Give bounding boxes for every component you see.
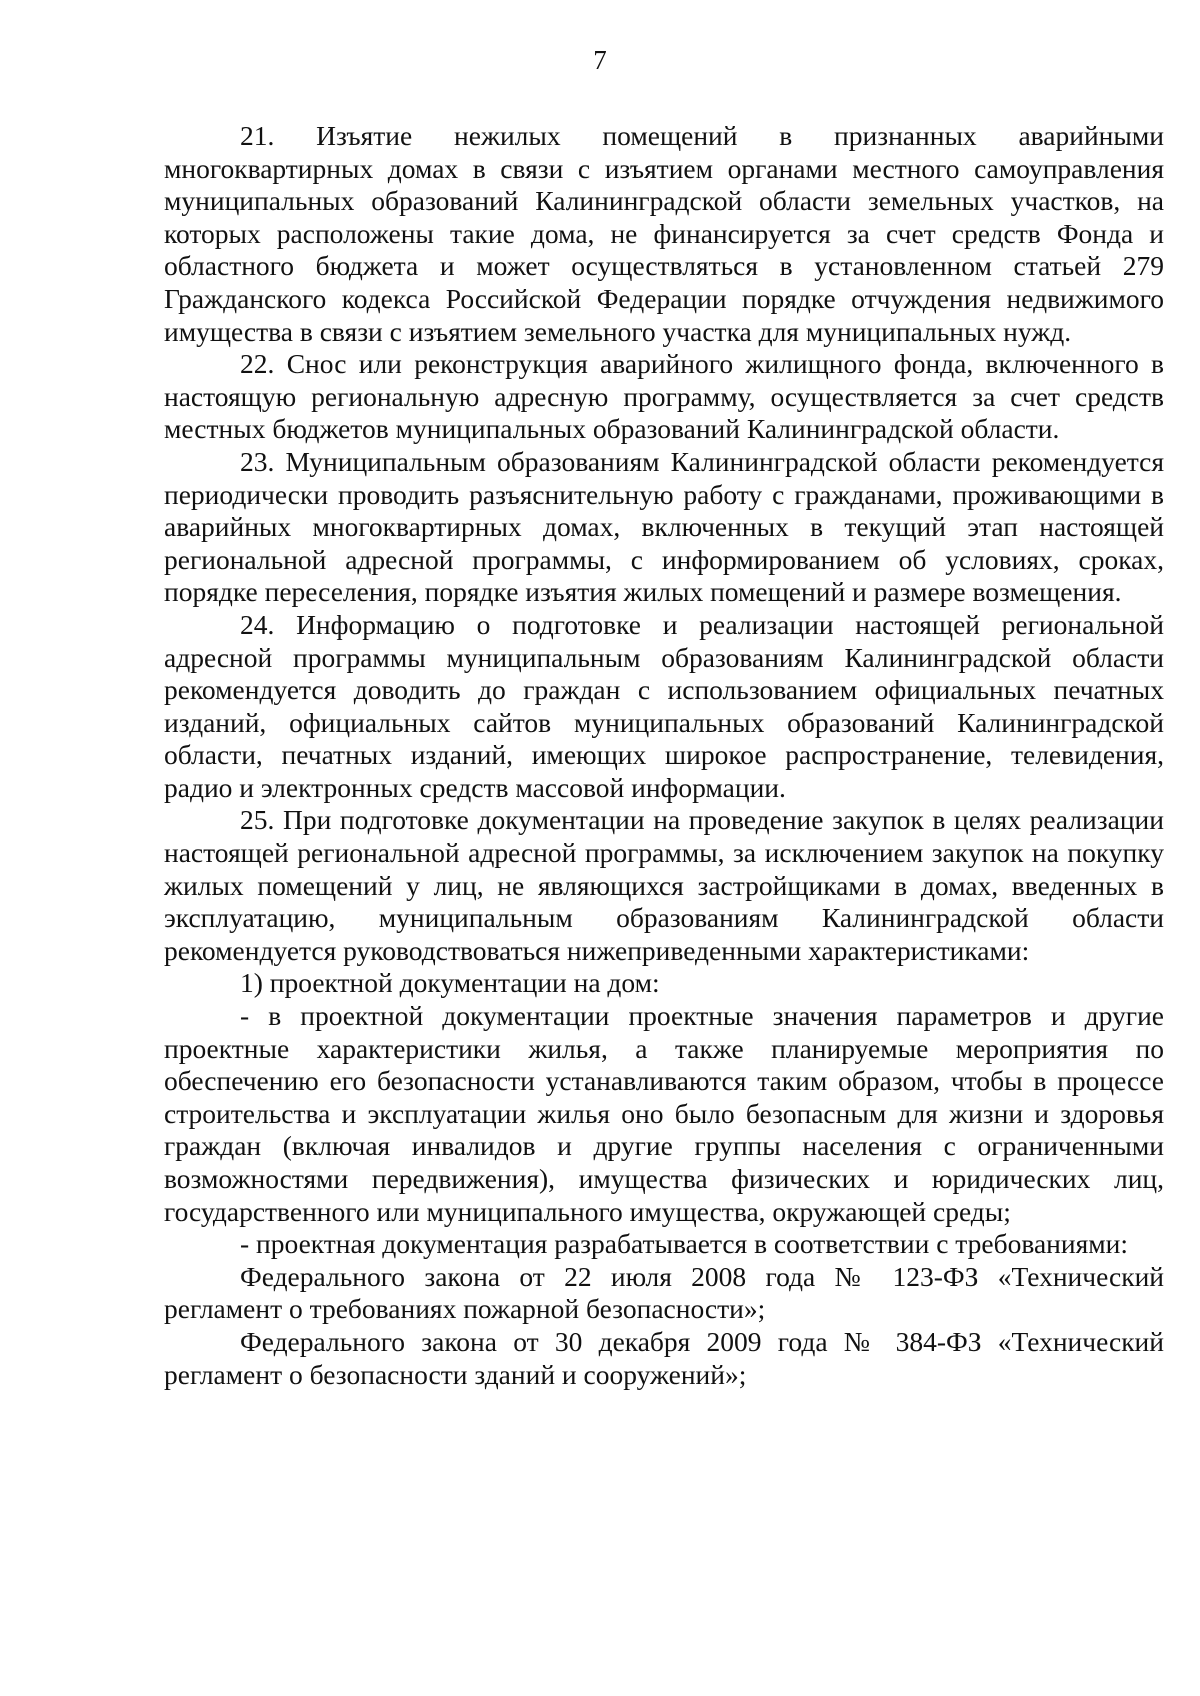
law-reference-123-fz: Федерального закона от 22 июля 2008 года № 123-ФЗ «Технический регламент о требованиях пожарной безопасности»; (164, 1260, 1164, 1325)
document-body (164, 120, 1164, 1391)
subitem-1-heading: 1) проектной документации на дом: (240, 967, 660, 999)
paragraph-24: 24. Информацию о подготовке и реализации настоящей региональной адресной программы муниципальным образованиям Калининградской области рекомендуется доводить до граждан с использованием официальных печатных изданий, официальных сайтов муниципальных образований Калининградской области, печатных изданий, имеющих широкое распространение, телевидения, радио и электронных средств массовой информации. (164, 608, 1164, 803)
page-number: 7 (593, 45, 607, 75)
paragraph-23: 23. Муниципальным образованиям Калининградской области рекомендуется периодически проводить разъяснительную работу с гражданами, проживающими в аварийных многоквартирных домах, включенных в текущий этап настоящей региональной адресной программы, с информированием об условиях, сроках, порядке переселения, порядке изъятия жилых помещений и размере возмещения. (164, 445, 1164, 608)
list-item-design-safety: - в проектной документации проектные значения параметров и другие проектные характеристики жилья, а также планируемые мероприятия по обеспечению его безопасности устанавливаются таким образом, чтобы в процессе строительства и эксплуатации жилья оно было безопасным для жизни и здоровья граждан (включая инвалидов и другие группы населения с ограниченными возможностями передвижения), имущества физических и юридических лиц, государственного или муниципального имущества, окружающей среды; (164, 1000, 1164, 1227)
paragraph-22: 22. Снос или реконструкция аварийного жилищного фонда, включенного в настоящую региональную адресную программу, осуществляется за счет средств местных бюджетов муниципальных образований Калининградской области. (164, 348, 1164, 445)
paragraph-21: 21. Изъятие нежилых помещений в признанных аварийными многоквартирных домах в связи с изъятием органами местного самоуправления муниципальных образований Калининградской области земельных участков, на которых расположены такие дома, не финансируется за счет средств Фонда и областного бюджета и может осуществляться в установленном статьей 279 Гражданского кодекса Российской Федерации порядке отчуждения недвижимого имущества в связи с изъятием земельного участка для муниципальных нужд. (164, 120, 1164, 347)
paragraph-25: 25. При подготовке документации на проведение закупок в целях реализации настоящей региональной адресной программы, за исключением закупок на покупку жилых помещений у лиц, не являющихся застройщиками в домах, введенных в эксплуатацию, муниципальным образованиям Калининградской области рекомендуется руководствоваться нижеприведенными характеристиками: (164, 804, 1164, 966)
list-item-design-requirements: - проектная документация разрабатывается в соответствии с требованиями: (240, 1228, 1128, 1260)
law-reference-384-fz: Федерального закона от 30 декабря 2009 года № 384-ФЗ «Технический регламент о безопасности зданий и сооружений»; (164, 1325, 1164, 1390)
